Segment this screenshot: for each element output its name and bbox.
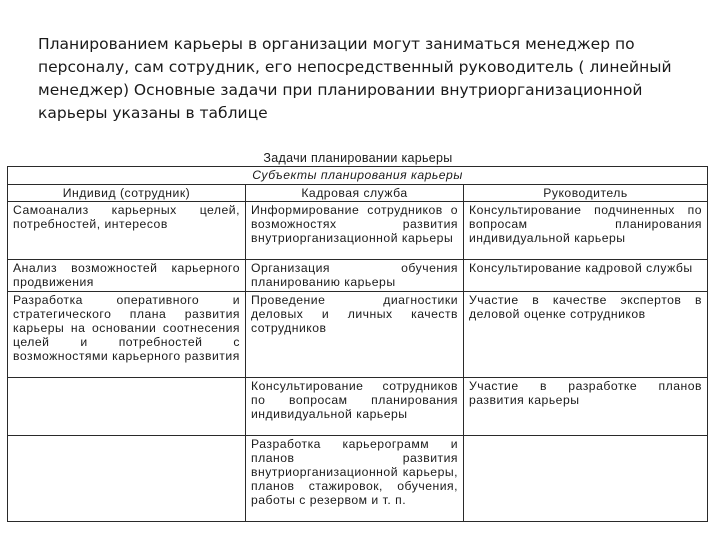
career-planning-table: [7, 166, 708, 522]
table-cell: Разработка оперативного и стратегического плана развития карьеры на основании соотнесения целей и потребностей с возможностями карьерного развития: [8, 292, 246, 378]
table-cell: Организация обучения планированию карьеры: [246, 260, 464, 292]
table-cell: Самоанализ карьерных целей, потребностей, интересов: [8, 202, 246, 260]
table-cell: Участие в разработке планов развития карьеры: [464, 378, 708, 436]
table-cell: Информирование сотрудников о возможностях развития внутриорганизационной карьеры: [246, 202, 464, 260]
table-caption: Задачи планировании карьеры: [263, 151, 453, 165]
career-planning-table-image: [4, 150, 712, 540]
table-row: [8, 436, 708, 522]
table-cell: Разработка карьерограмм и планов развития внутриорганизационной карьеры, планов стажировок, обучения, работы с резервом и т. п.: [246, 436, 464, 522]
column-header-individual: Индивид (сотрудник): [8, 185, 246, 202]
table-row: [8, 202, 708, 260]
column-header-hr-service: Кадровая служба: [246, 185, 464, 202]
table-row: [8, 292, 708, 378]
table-cell: [8, 436, 246, 522]
table-cell: Консультирование сотрудников по вопросам планирования индивидуальной карьеры: [246, 378, 464, 436]
intro-paragraph: Планированием карьеры в организации могут заниматься менеджер по персоналу, сам сотрудник, его непосредственный руководитель ( линейный менеджер) Основные задачи при планировании внутриорганизационной карьеры указаны в таблице: [38, 35, 672, 122]
subjects-header: Субъекты планирования карьеры: [8, 167, 708, 185]
table-cell: Проведение диагностики деловых и личных качеств сотрудников: [246, 292, 464, 378]
table-cell: [8, 378, 246, 436]
table-cell: [464, 436, 708, 522]
table-row: [8, 378, 708, 436]
table-cell: Консультирование подчиненных по вопросам планирования индивидуальной карьеры: [464, 202, 708, 260]
table-cell: Анализ возможностей карьерного продвижения: [8, 260, 246, 292]
table-cell: Консультирование кадровой службы: [464, 260, 708, 292]
table-cell: Участие в качестве экспертов в деловой оценке сотрудников: [464, 292, 708, 378]
column-header-manager: Руководитель: [464, 185, 708, 202]
table-row: [8, 260, 708, 292]
